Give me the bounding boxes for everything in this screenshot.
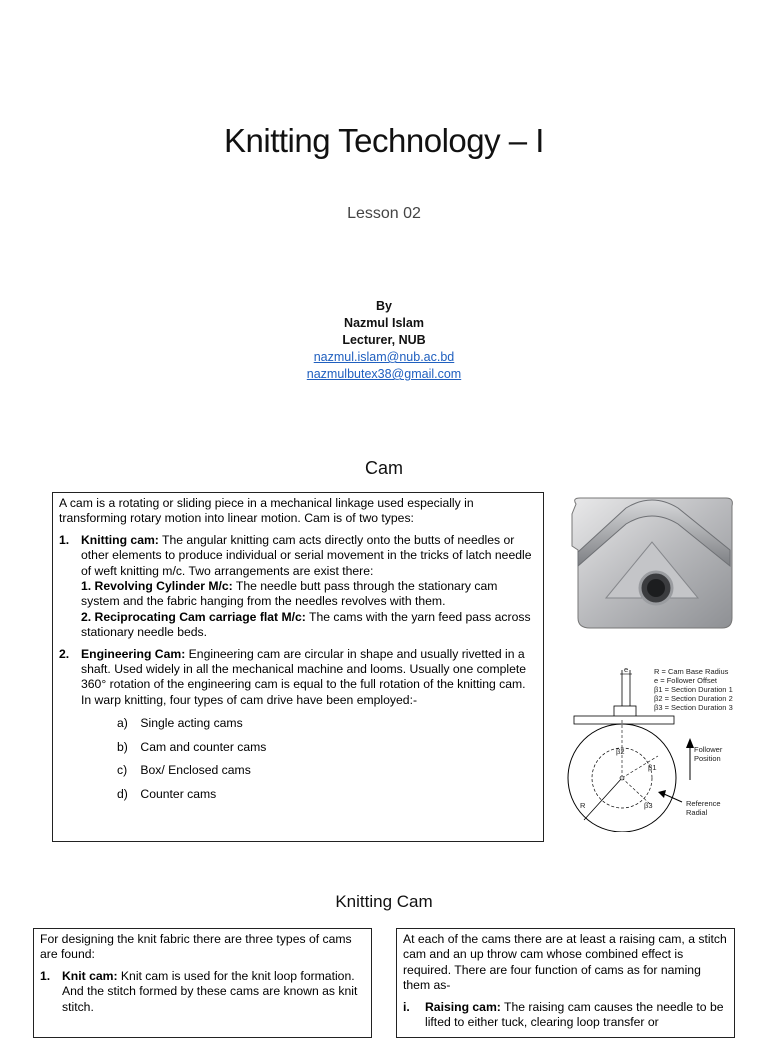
slide-title: Knitting Technology – I <box>224 122 544 159</box>
knitting-cam-term: Knitting cam: <box>81 532 159 547</box>
engineering-cam-term: Engineering Cam: <box>81 646 186 661</box>
legend-b2: β2 = Section Duration 2 <box>654 694 733 703</box>
author-block <box>0 298 768 383</box>
list-item-raising-cam: i. Raising cam: The raising cam causes the needle to be lifted to either tuck, clearing loop transfer or <box>403 999 724 1030</box>
knitting-cam-heading: Knitting Cam <box>335 892 433 911</box>
legend-e: e = Follower Offset <box>654 676 718 685</box>
offset-label: e <box>624 665 629 674</box>
legend-b3: β3 = Section Duration 3 <box>654 703 733 712</box>
reciprocating-cam-term: 2. Reciprocating Cam carriage flat M/c: <box>81 609 306 624</box>
list-item: c) Box/ Enclosed cams <box>117 763 251 778</box>
legend-r: R = Cam Base Radius <box>654 667 729 676</box>
slide-subtitle: Lesson 02 <box>347 205 421 222</box>
cam-intro: A cam is a rotating or sliding piece in a mechanical linkage used especially in transforming rotary motion into linear motion. Cam is of two types: <box>59 496 474 526</box>
legend-b1: β1 = Section Duration 1 <box>654 685 733 694</box>
cam-functions-box <box>396 928 735 1038</box>
list-item-engineering-cam: 2. Engineering Cam: Engineering cam are circular in shape and usually rivetted in a shaft. Used widely in all the mechanical machine and looms. Usually one complete 360° rotation of the engineering cam is equal to the full rotation of the knitting cam. In warp knitting, four types of cam drive have been employed:- a) Single acting cams b) Cam and counter cams c) Box/ Enclosed cams d) Counter cams <box>59 647 537 802</box>
raising-cam-term: Raising cam: <box>425 999 501 1014</box>
cam-drive-list <box>117 716 537 802</box>
knit-cam-term: Knit cam: <box>62 968 118 983</box>
radius-label: R <box>580 801 586 810</box>
knitting-cam-photo <box>566 490 740 640</box>
list-item-knitting-cam: 1. Knitting cam: The angular knitting cam acts directly onto the butts of needles or other elements to produce individual or serial movement in the tricks of latch needle of weft knitting m/c. Two arrangements are exist there: 1. Revolving Cylinder M/c: The needle butt pass through the stationary cam system and the fabric hanging from the needles revolves with them. 2. Reciprocating Cam carriage flat M/c: The cams with the yarn feed pass across stationary needle beds. <box>59 532 532 640</box>
knit-fabric-list <box>40 969 365 1015</box>
cam-functions-intro: At each of the cams there are at least a raising cam, a stitch cam and an up throw cam whose combined effect is required. There are four function of cams as for naming them as- <box>403 932 727 993</box>
radial-label: Radial <box>686 808 708 817</box>
follower-label: Follower <box>694 745 723 754</box>
list-item: b) Cam and counter cams <box>117 739 267 754</box>
beta1-label: β1 <box>648 763 657 772</box>
list-item: a) Single acting cams <box>117 716 243 731</box>
author-name: Nazmul Islam <box>344 316 424 330</box>
author-by: By <box>376 299 392 313</box>
list-item: d) Counter cams <box>117 786 217 801</box>
author-role: Lecturer, NUB <box>342 333 426 347</box>
beta3-label: β3 <box>644 801 653 810</box>
cam-heading: Cam <box>364 458 403 478</box>
revolving-cylinder-term: 1. Revolving Cylinder M/c: <box>81 579 233 594</box>
cam-definition-box <box>52 492 544 842</box>
position-label: Position <box>694 754 721 763</box>
reference-label: Reference <box>686 799 721 808</box>
list-item-knit-cam: 1. Knit cam: Knit cam is used for the knit loop formation. And the stitch formed by these cams are known as knit stitch. <box>40 968 358 1014</box>
knit-fabric-cams-box <box>33 928 372 1038</box>
beta2-label: β2 <box>616 747 625 756</box>
cam-functions-list <box>403 1000 728 1031</box>
cam-types-list <box>59 533 537 802</box>
email-link-gmail[interactable]: nazmulbutex38@gmail.com <box>306 367 462 381</box>
email-link-nub[interactable]: nazmul.islam@nub.ac.bd <box>313 350 455 364</box>
engineering-cam-diagram <box>562 660 742 832</box>
knit-fabric-intro: For designing the knit fabric there are three types of cams are found: <box>40 932 352 962</box>
